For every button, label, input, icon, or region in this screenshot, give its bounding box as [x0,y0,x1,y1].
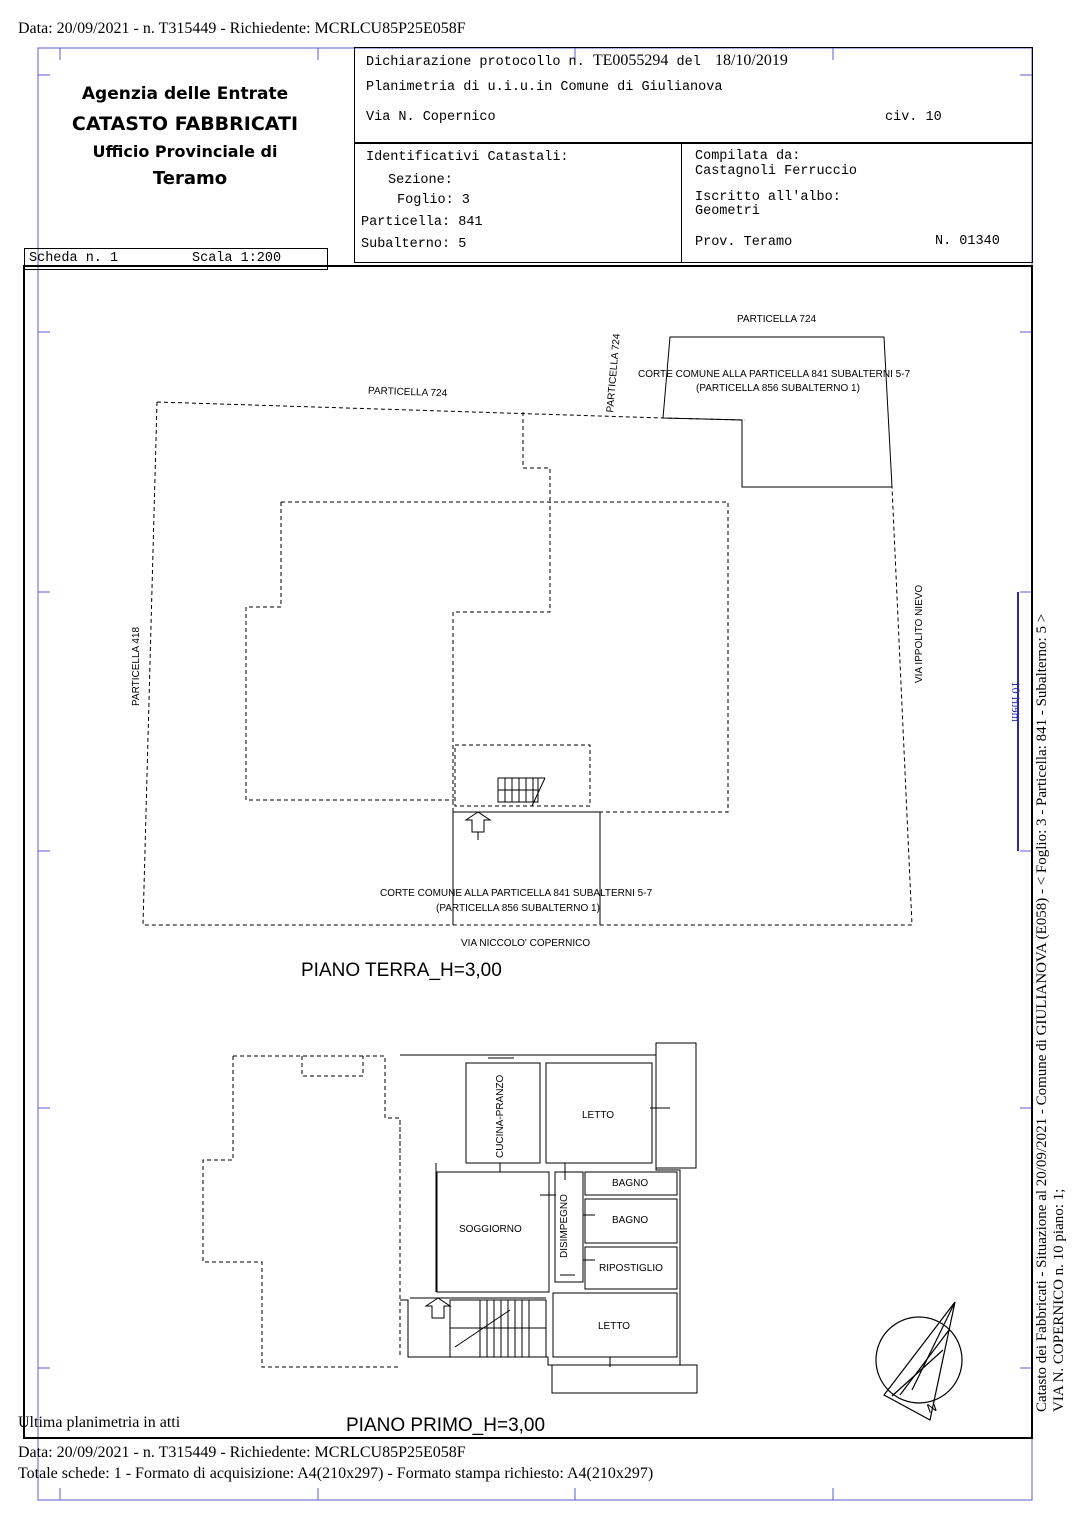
compass-north: N [924,1398,939,1417]
civic-number: civ. 10 [885,110,942,125]
room-soggiorno: SOGGIORNO [459,1224,522,1235]
scale: Scala 1:200 [192,251,282,266]
sezione: Sezione: [388,173,453,188]
scheda-number: Scheda n. 1 [29,251,119,266]
label-corte-top-2: (PARTICELLA 856 SUBALTERNO 1) [696,383,860,394]
province: Prov. Teramo [695,235,793,250]
office-city: Teramo [152,168,228,189]
protocol-label: Dichiarazione protocollo n. [366,55,585,70]
footer-line-2: Totale schede: 1 - Formato di acquisizione: A4(210x297) - Formato stampa richiesto: A4(210x297) [18,1465,654,1482]
room-disimpegno: DISIMPEGNO [559,1194,570,1258]
protocol-line [366,52,788,70]
room-letto-2: LETTO [598,1321,631,1332]
label-particella-724-top: PARTICELLA 724 [737,314,817,325]
label-corte-bottom-1: CORTE COMUNE ALLA PARTICELLA 841 SUBALTERNI 5-7 [380,888,653,899]
albo-label: Iscritto all'albo: [695,190,841,205]
room-bagno-2: BAGNO [612,1215,649,1226]
registration-number: N. 01340 [935,234,1000,249]
footer-line-1: Data: 20/09/2021 - n. T315449 - Richiedente: MCRLCU85P25E058F [18,1444,466,1461]
compiler-label: Compilata da: [695,149,801,164]
room-ripostiglio: RIPOSTIGLIO [599,1263,663,1274]
office-label: Ufficio Provinciale di [92,142,278,161]
particella: Particella: 841 [361,215,483,230]
label-particella-724-mid: PARTICELLA 724 [367,385,448,400]
compiler-name: Castagnoli Ferruccio [695,164,858,179]
label-corte-bottom-2: (PARTICELLA 856 SUBALTERNO 1) [436,903,600,914]
room-letto-1: LETTO [582,1110,615,1121]
room-cucina: CUCINA-PRANZO [495,1074,506,1158]
label-particella-418: PARTICELLA 418 [131,626,142,706]
label-corte-top-1: CORTE COMUNE ALLA PARTICELLA 841 SUBALTERNI 5-7 [638,369,911,380]
protocol-number: TE0055294 [592,52,669,69]
identifiers-title: Identificativi Catastali: [366,150,569,165]
first-floor-title: PIANO PRIMO_H=3,00 [346,1415,546,1436]
foglio: Foglio: 3 [397,193,470,208]
catasto-title: CATASTO FABBRICATI [71,113,299,135]
room-bagno-1: BAGNO [612,1178,649,1189]
label-via-nievo: VIA IPPOLITO NIEVO [914,584,925,683]
side-stamp: metri 01 [1009,681,1023,722]
label-particella-724-vertical: PARTICELLA 724 [605,333,623,413]
side-caption [1034,614,1068,1412]
albo-value: Geometri [695,204,760,219]
protocol-del: del [676,55,701,70]
last-plan-note: Ultima planimetria in atti [18,1414,181,1431]
side-line-1: Catasto dei Fabbricati - Situazione al 20/09/2021 - Comune di GIULIANOVA (E058) - < Foglio: 3 - Particella: 841 - Subalterno: 5 > [1034,613,1050,1412]
plan-line: Planimetria di u.i.u.in Comune di Giulianova [366,80,723,95]
header-line: Data: 20/09/2021 - n. T315449 - Richiedente: MCRLCU85P25E058F [18,20,466,37]
street-line: Via N. Copernico [366,110,496,125]
identifiers-divider [681,142,682,262]
ground-floor-title: PIANO TERRA_H=3,00 [301,960,502,981]
agency-name: Agenzia delle Entrate [81,84,289,104]
protocol-date: 18/10/2019 [714,52,788,69]
subalterno: Subalterno: 5 [361,237,467,252]
side-line-2: VIA N. COPERNICO n. 10 piano: 1; [1051,1188,1067,1412]
label-via-copernico: VIA NICCOLO' COPERNICO [461,938,591,949]
